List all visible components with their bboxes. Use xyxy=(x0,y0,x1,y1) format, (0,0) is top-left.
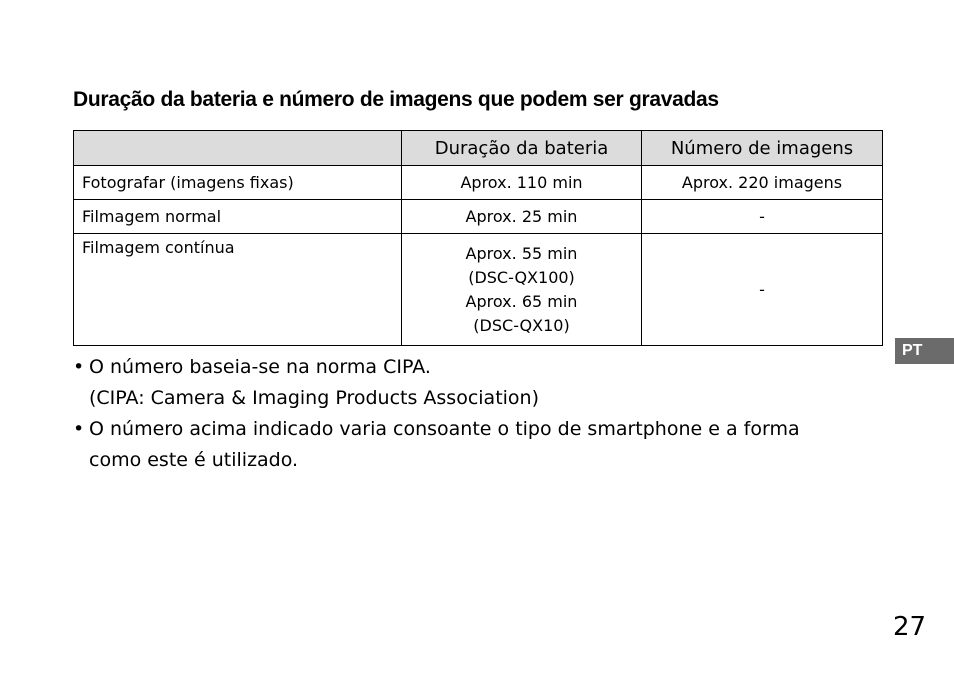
table-header-row xyxy=(74,131,883,166)
header-battery-duration: Duração da bateria xyxy=(402,131,642,166)
notes-list xyxy=(73,352,883,476)
row-battery-duration xyxy=(402,234,642,346)
note-item xyxy=(73,414,883,476)
row-battery-duration: Aprox. 25 min xyxy=(402,200,642,234)
row-image-count: Aprox. 220 imagens xyxy=(642,166,883,200)
battery-line: (DSC-QX10) xyxy=(473,315,570,335)
battery-table xyxy=(73,130,883,346)
section-title: Duração da bateria e número de imagens que podem ser gravadas xyxy=(73,88,719,111)
note-line: O número baseia-se na norma CIPA. xyxy=(89,356,431,378)
note-line: (CIPA: Camera & Imaging Products Association) xyxy=(89,387,539,409)
table-row xyxy=(74,166,883,200)
language-tab: PT xyxy=(895,338,954,364)
battery-line: (DSC-QX100) xyxy=(468,267,575,287)
bullet-icon: • xyxy=(73,356,85,378)
row-image-count: - xyxy=(642,200,883,234)
battery-line: Aprox. 65 min xyxy=(465,291,578,311)
battery-line: Aprox. 55 min xyxy=(465,243,578,263)
header-empty xyxy=(74,131,402,166)
row-label: Filmagem contínua xyxy=(74,234,402,346)
table-row xyxy=(74,200,883,234)
note-item xyxy=(73,352,883,414)
bullet-icon: • xyxy=(73,418,85,440)
table-row xyxy=(74,234,883,346)
page-number: 27 xyxy=(893,612,927,642)
row-label: Filmagem normal xyxy=(74,200,402,234)
header-image-count: Número de imagens xyxy=(642,131,883,166)
note-line: como este é utilizado. xyxy=(89,449,299,471)
row-label: Fotografar (imagens fixas) xyxy=(74,166,402,200)
note-line: O número acima indicado varia consoante o tipo de smartphone e a forma xyxy=(89,418,800,440)
row-battery-duration: Aprox. 110 min xyxy=(402,166,642,200)
row-image-count: - xyxy=(642,234,883,346)
